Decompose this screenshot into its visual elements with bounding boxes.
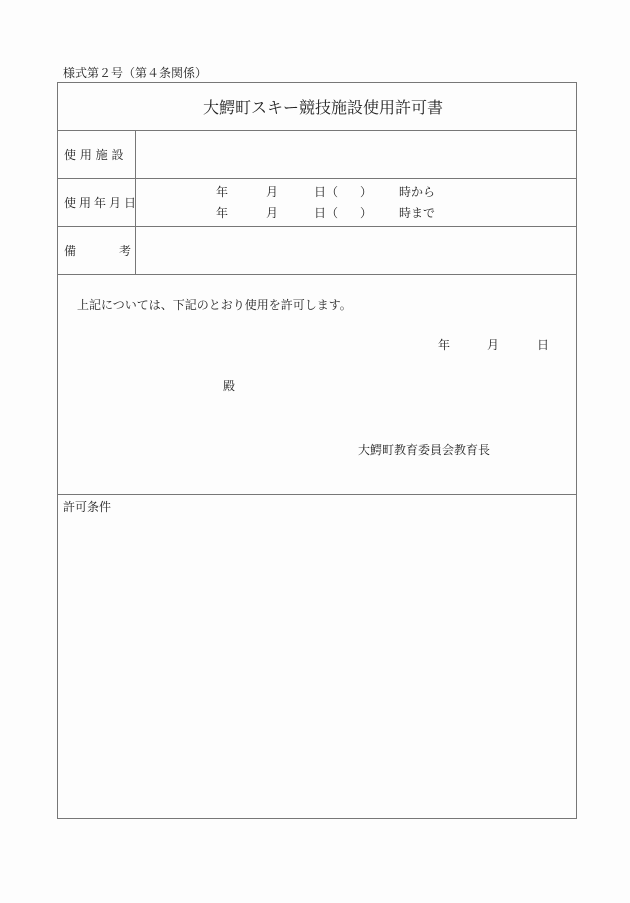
facility-field[interactable] bbox=[143, 135, 568, 173]
permit-statement: 上記については、下記のとおり使用を許可します。 bbox=[77, 298, 352, 312]
form-title: 大鰐町スキー競技施設使用許可書 bbox=[203, 98, 444, 117]
month-unit: 月 bbox=[266, 185, 279, 199]
permit-form bbox=[57, 82, 577, 819]
issue-day: 日 bbox=[537, 338, 550, 352]
time-from: 時から bbox=[399, 185, 436, 199]
day-unit: 日（ bbox=[314, 206, 339, 220]
issue-year: 年 bbox=[438, 338, 451, 352]
date-label: 使用年月日 bbox=[64, 196, 140, 210]
remarks-label-1: 備 bbox=[64, 244, 77, 258]
weekday-close: ） bbox=[360, 185, 373, 199]
divider bbox=[58, 274, 576, 275]
facility-label: 使 用 施 設 bbox=[64, 148, 124, 162]
year-unit: 年 bbox=[216, 206, 229, 220]
issuer: 大鰐町教育委員会教育長 bbox=[358, 443, 491, 457]
year-unit: 年 bbox=[216, 185, 229, 199]
conditions-field[interactable] bbox=[63, 519, 568, 811]
issue-month: 月 bbox=[487, 338, 500, 352]
remarks-field[interactable] bbox=[143, 231, 568, 269]
day-unit: 日（ bbox=[314, 185, 339, 199]
addressee-suffix: 殿 bbox=[223, 379, 236, 393]
form-number: 様式第２号（第４条関係） bbox=[63, 66, 208, 80]
remarks-label-2: 考 bbox=[119, 244, 132, 258]
weekday-close: ） bbox=[360, 206, 373, 220]
divider bbox=[58, 494, 576, 495]
time-to: 時まで bbox=[399, 206, 436, 220]
conditions-label: 許可条件 bbox=[63, 500, 112, 514]
month-unit: 月 bbox=[266, 206, 279, 220]
